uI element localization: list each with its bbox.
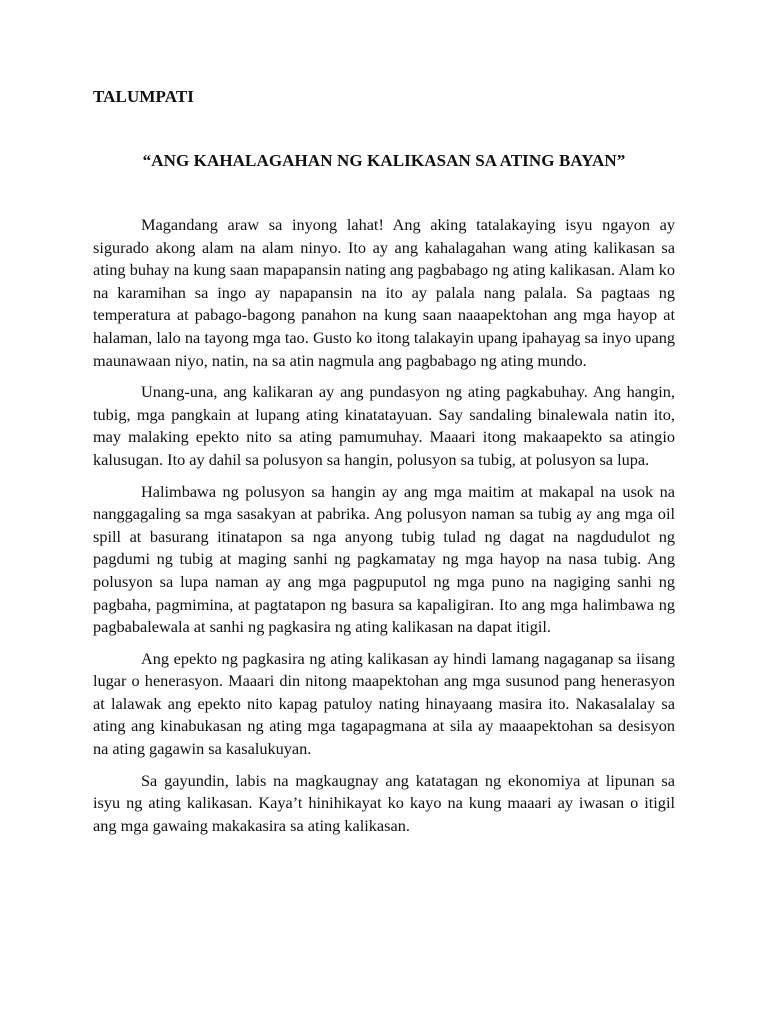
speech-title: “ANG KAHALAGAHAN NG KALIKASAN SA ATING BAYAN” [142,151,626,170]
paragraph-1: Magandang araw sa inyong lahat! Ang aking tatalakaying isyu ngayon ay sigurado akong alam na alam ninyo. Ito ay ang kahalagahan wang ating kalikasan sa ating buhay na kung saan mapapansin nating ang pagbabago ng ating kalikasan. Alam ko na karamihan sa ingo ay napapansin na ito ay palala nang palala. Sa pagtaas ng temperatura at pabago-bagong panahon na kung saan naaapektohan ang mga hayop at halaman, lalo na tayong mga tao. Gusto ko itong talakayin upang ipahayag sa inyo upang maunawaan niyo, natin, na sa atin nagmula ang pagbabago ng ating mundo. [93,215,675,370]
speech-body [93,214,675,846]
paragraph-2: Unang-una, ang kalikaran ay ang pundasyon ng ating pagkabuhay. Ang hangin, tubig, mga pangkain at lupang ating kinatatayuan. Say sandaling binalewala natin ito, may malaking epekto nito sa ating pamumuhay. Maaari itong makaapekto sa atingio kalusugan. Ito ay dahil sa polusyon sa hangin, polusyon sa tubig, at polusyon sa lupa. [93,382,675,469]
paragraph-5: Sa gayundin, labis na magkaugnay ang katatagan ng ekonomiya at lipunan sa isyu ng ating kalikasan. Kaya’t hinihikayat ko kayo na kung maaari ay iwasan o itigil ang mga gawaing makakasira sa ating kalikasan. [93,770,675,835]
document-label: TALUMPATI [93,87,195,106]
paragraph-4: Ang epekto ng pagkasira ng ating kalikasan ay hindi lamang nagaganap sa iisang lugar o henerasyon. Maaari din nitong maapektohan ang mga susunod pang henerasyon at lalawak ang epekto nito kapag patuloy nating hinayaang masira ito. Nakasalalay sa ating ang kinabukasan ng ating mga tagapagmana at sila ay maaapektohan sa desisyon na ating gagawin sa kasalukuyan. [93,648,675,759]
paragraph-3: Halimbawa ng polusyon sa hangin ay ang mga maitim at makapal na usok na nanggagaling sa mga sasakyan at pabrika. Ang polusyon naman sa tubig ay ang mga oil spill at basurang itinatapon sa nga anyong tubig tulad ng dagat na nagdudulot ng pagdumi ng tubig at maging sanhi ng pagkamatay ng mga hayop na nasa tubig. Ang polusyon sa lupa naman ay ang mga pagpuputol ng mga puno na nagiging sanhi ng pagbaha, pagmimina, at pagtatapon ng basura sa kapaligiran. Ito ang mga halimbawa ng pagbabalewala at sanhi ng pagkasira ng ating kalikasan na dapat itigil. [93,481,675,637]
